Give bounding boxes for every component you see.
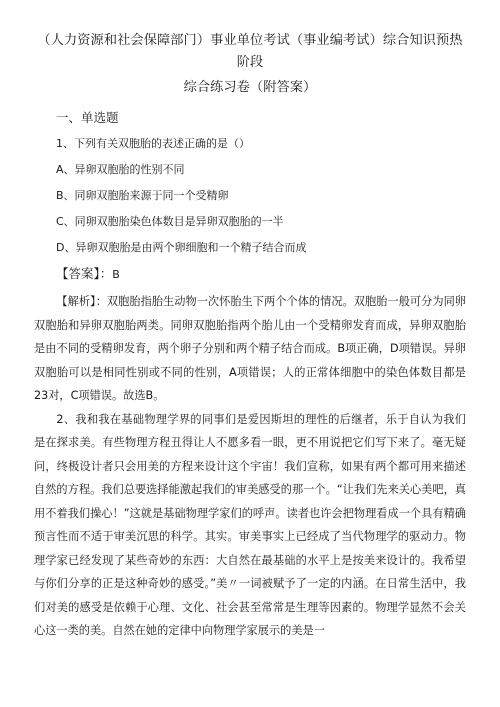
section-heading: 一、单选题	[56, 110, 119, 125]
option-b: B、同卵双胞胎来源于同一个受精卵	[56, 189, 229, 202]
answer-line	[56, 265, 466, 284]
title-line-2: 综合练习卷（附答案）	[183, 80, 317, 95]
answer-label: 【答案】：	[56, 266, 113, 281]
option-d: D、异卵双胞胎是由两个卵细胞和一个精子结合而成	[56, 241, 307, 254]
question-1-stem: 1、下列有关双胞胎的表述正确的是（）	[56, 137, 250, 150]
question-2-paragraph: 2、我和我在基础物理学界的同事们是爱因斯坦的理性的后继者，乐于自认为我们是在探求美。有些物理方程丑得让人不愿多看一眼，更不用说把它们写下来了。毫无疑问，终极设计者只会用美的方程来设计这个宇宙！我们宣称，如果有两个都可用来描述自然的方程。我们总要选择能激起我们的审美感受的那一个。“让我们先来关心美吧，真用不着我们操心！”这就是基础物理学家们的呼声。读者也许会把物理看成一个具有精确预言性而不适于审美沉思的科学。其实。审美事实上已经成了当代物理学的驱动力。物理学家已经发现了某些奇妙的东西：大自然在最基础的水平上是按美来设计的。我希望与你们分享的正是这种奇妙的感受。”美〃一词被赋予了一定的内涵。在日常生活中，我们对美的感受是依赖于心理、文化、社会甚至常常是生理等因素的。物理学显然不会关心这一类的美。自然在她的定律中向物理学家展示的美是一	[34, 412, 466, 637]
analysis-label: 【解析】	[56, 295, 96, 308]
analysis-paragraph	[34, 290, 466, 408]
option-c: C、同卵双胞胎染色体数目是异卵双胞胎的一半	[56, 215, 284, 228]
title-line-1: （人力资源和社会保障部门）事业单位考试（事业编考试）综合知识预热阶段	[37, 33, 463, 70]
document-title	[34, 30, 466, 99]
answer-value: B	[112, 268, 120, 281]
option-a: A、异卵双胞胎的性别不同	[56, 163, 185, 176]
analysis-text: ：双胞胎指胎生动物一次怀胎生下两个个体的情况。双胞胎一般可分为同卵双胞胎和异卵双胞胎两类。同卵双胞胎指两个胎儿由一个受精卵发育而成，异卵双胞胎是由不同的受精卵发育，两个卵子分别和两个精子结合而成。B项正确，D项错误。异卵双胞胎可以是相同性别或不同的性别，A项错误；人的正常体细胞中的染色体数目都是23对，C项错误。故选B。	[34, 295, 466, 402]
question-1-options	[34, 162, 466, 256]
